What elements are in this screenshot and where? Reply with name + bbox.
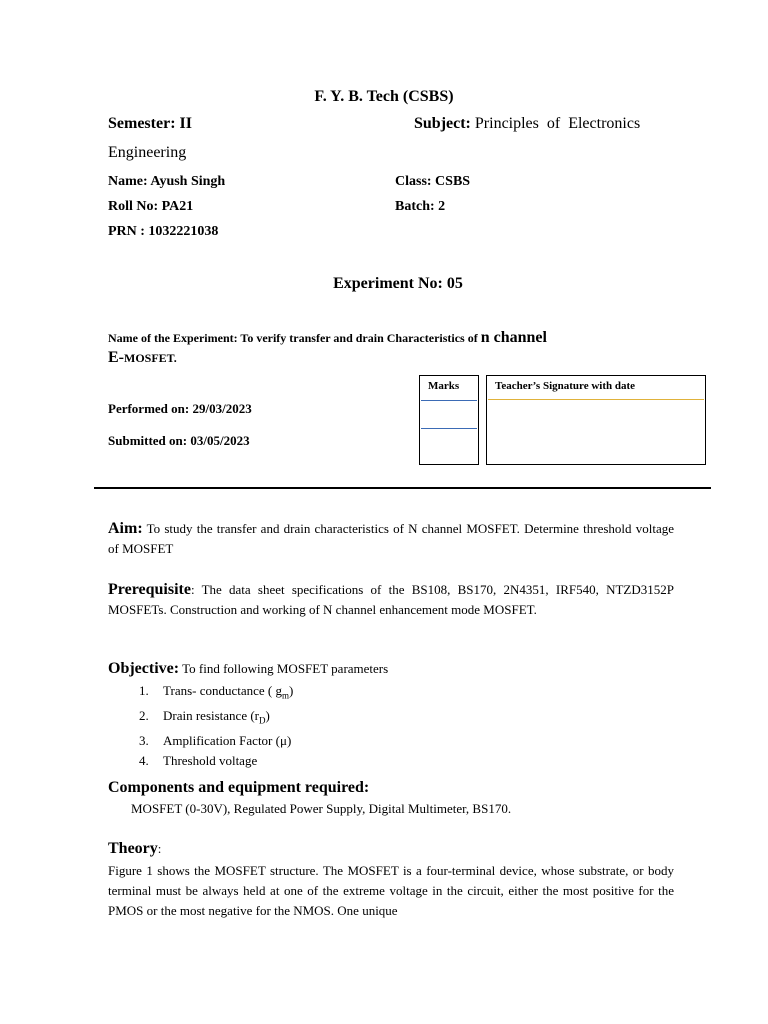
theory-heading-line — [108, 840, 161, 858]
components-heading: Components and equipment required: — [108, 779, 370, 796]
components-section — [108, 779, 369, 797]
subject-label: Subject: — [414, 115, 471, 132]
objective-heading: Objective: — [108, 660, 180, 677]
theory-text: Figure 1 shows the MOSFET structure. The MOSFET is a four-terminal device, whose substrate, or body terminal must be always held at one of the extreme voltage in the circuit, either the most positive for the PMOS or the most negative for the NMOS. One unique — [108, 863, 674, 918]
theory-heading: Theory — [108, 840, 158, 857]
experiment-name-line2 — [108, 349, 177, 367]
signature-box — [486, 375, 706, 465]
aim-text: To study the transfer and drain characteristics of N channel MOSFET. Determine threshold voltage of MOSFET — [108, 521, 674, 556]
student-name: Name: Ayush Singh — [108, 174, 226, 189]
theory-colon: : — [157, 841, 162, 856]
objective-list — [139, 681, 293, 770]
marks-label: Marks — [428, 380, 460, 392]
semester-label: Semester: — [108, 115, 176, 132]
signature-label: Teacher’s Signature with date — [495, 380, 636, 392]
list-item: 2. Drain resistance $(r_D)$ — [139, 708, 270, 726]
list-item: 4. Threshold voltage — [139, 752, 258, 768]
student-roll: Roll No: PA21 — [108, 199, 194, 214]
performed-date: Performed on: 29/03/2023 — [108, 401, 252, 416]
student-class: Class: CSBS — [395, 174, 471, 189]
submitted-date: Submitted on: 03/05/2023 — [108, 433, 250, 448]
experiment-number: Experiment No: 05 — [333, 275, 463, 292]
subject-line — [414, 115, 640, 133]
aim-section — [108, 519, 674, 559]
subject-value-continued: Engineering — [108, 144, 187, 161]
marks-box — [419, 375, 479, 465]
experiment-name-mosfet: MOSFET. — [124, 351, 177, 365]
signature-divider — [488, 399, 704, 400]
components-text: MOSFET (0-30V), Regulated Power Supply, Digital Multimeter, BS170. — [131, 801, 512, 816]
objective-text: To find following MOSFET parameters — [179, 661, 389, 676]
aim-heading: Aim: — [108, 520, 143, 537]
experiment-name-prefix: Name of the Experiment: To verify transfer and drain Characteristics of — [108, 331, 481, 345]
prerequisite-heading: Prerequisite — [108, 581, 191, 598]
marks-divider-bottom — [421, 428, 477, 429]
list-item: 1. Trans- conductance ( $g_m$) — [139, 683, 294, 701]
student-batch: Batch: 2 — [395, 199, 446, 214]
prerequisite-text: : The data sheet specifications of the BS108, BS170, 2N4351, IRF540, NTZD3152P MOSFETs. Construction and working of N channel enhancement mode MOSFET. — [108, 582, 674, 617]
objective-section — [108, 660, 388, 678]
semester-line — [108, 115, 192, 133]
horizontal-rule — [94, 487, 711, 489]
marks-divider-top — [421, 400, 477, 401]
student-prn: PRN : 1032221038 — [108, 224, 219, 239]
experiment-name-line1 — [108, 329, 547, 347]
experiment-name-prefix2: E- — [108, 349, 124, 366]
subject-value: Principles of Electronics — [474, 115, 641, 132]
experiment-name-highlight: n channel — [480, 329, 547, 346]
list-item: 3. Amplification Factor (μ) — [139, 733, 292, 749]
prerequisite-section — [108, 580, 674, 620]
semester-value: II — [179, 115, 192, 132]
document-title: F. Y. B. Tech (CSBS) — [314, 88, 454, 105]
